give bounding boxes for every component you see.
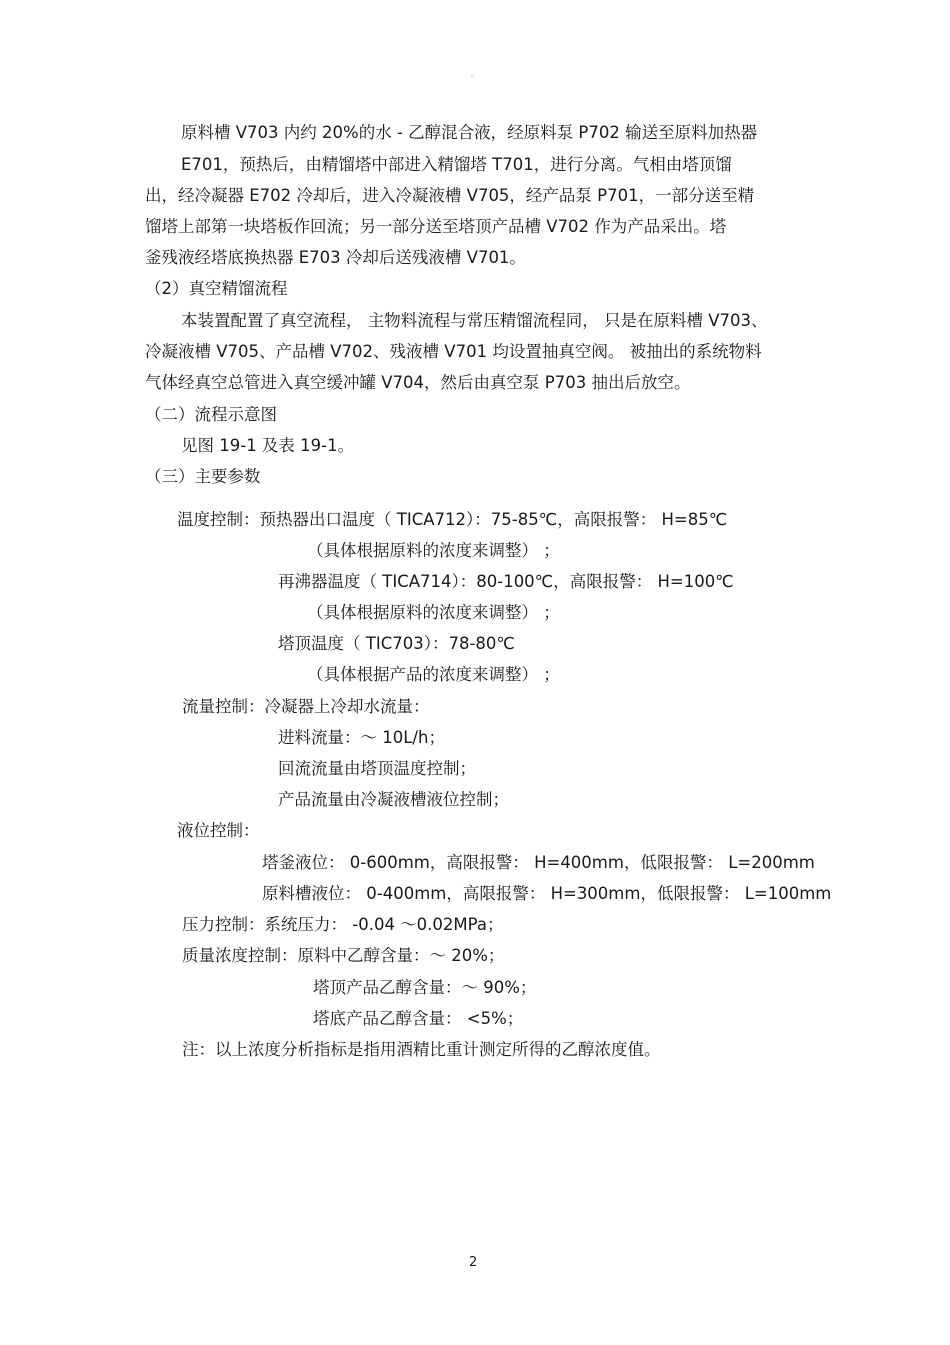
param-line: 流量控制：冷凝器上冷却水流量： — [182, 697, 430, 716]
param-line: 塔顶产品乙醇含量：～ 90%； — [313, 978, 537, 997]
text-line: 见图 19-1 及表 19-1。 — [181, 436, 355, 455]
section-heading: （三）主要参数 — [145, 467, 261, 486]
param-line: 再沸器温度（ TICA714）：80-100℃，高限报警： H=100℃ — [278, 572, 734, 591]
text-line: 气体经真空总管进入真空缓冲罐 V704，然后由真空泵 P703 抽出后放空。 — [145, 373, 691, 392]
param-line: 质量浓度控制：原料中乙醇含量：～ 20%； — [182, 946, 505, 965]
header-mark: 。 — [471, 69, 479, 78]
page-number: 2 — [469, 1255, 478, 1270]
section-heading: （2）真空精馏流程 — [145, 279, 288, 298]
param-line: 塔底产品乙醇含量： <5%； — [313, 1009, 524, 1028]
param-line: 压力控制：系统压力： -0.04 ～0.02MPa； — [182, 915, 504, 934]
param-note: （具体根据原料的浓度来调整） ； — [307, 603, 560, 622]
note-line: 注：以上浓度分析指标是指用酒精比重计测定所得的乙醇浓度值。 — [182, 1040, 661, 1059]
param-line: 进料流量：～ 10L/h； — [278, 728, 445, 747]
text-line: 本装置配置了真空流程， 主物料流程与常压精馏流程同， 只是在原料槽 V703、 — [181, 311, 768, 330]
param-note: （具体根据原料的浓度来调整） ； — [307, 541, 560, 560]
param-line: 温度控制：预热器出口温度（ TICA712）：75-85℃，高限报警： H=85℃ — [177, 510, 728, 529]
param-line: 塔顶温度（ TIC703）：78-80℃ — [278, 634, 515, 653]
param-line: 回流流量由塔顶温度控制； — [278, 759, 476, 778]
param-line: 原料槽液位： 0-400mm，高限报警： H=300mm，低限报警： L=100mm — [262, 884, 832, 903]
text-line: 馏塔上部第一块塔板作回流；另一部分送至塔顶产品槽 V702 作为产品采出。塔 — [145, 217, 727, 236]
text-line: 出，经冷凝器 E702 冷却后，进入冷凝液槽 V705，经产品泵 P701，一部分送至精 — [145, 186, 755, 205]
text-line: E701，预热后，由精馏塔中部进入精馏塔 T701，进行分离。气相由塔顶馏 — [181, 155, 732, 174]
text-line: 原料槽 V703 内约 20%的水 - 乙醇混合液，经原料泵 P702 输送至原料加热器 — [181, 123, 758, 142]
param-line: 液位控制： — [177, 821, 260, 840]
param-line: 塔釜液位： 0-600mm，高限报警： H=400mm，低限报警： L=200mm — [262, 853, 815, 872]
param-line: 产品流量由冷凝液槽液位控制； — [278, 790, 509, 809]
param-note: （具体根据产品的浓度来调整） ； — [307, 665, 560, 684]
text-line: 釜残液经塔底换热器 E703 冷却后送残液槽 V701。 — [145, 248, 526, 267]
text-line: 冷凝液槽 V705、产品槽 V702、残液槽 V701 均设置抽真空阀。 被抽出的系统物料 — [145, 342, 762, 361]
section-heading: （二）流程示意图 — [145, 405, 277, 424]
